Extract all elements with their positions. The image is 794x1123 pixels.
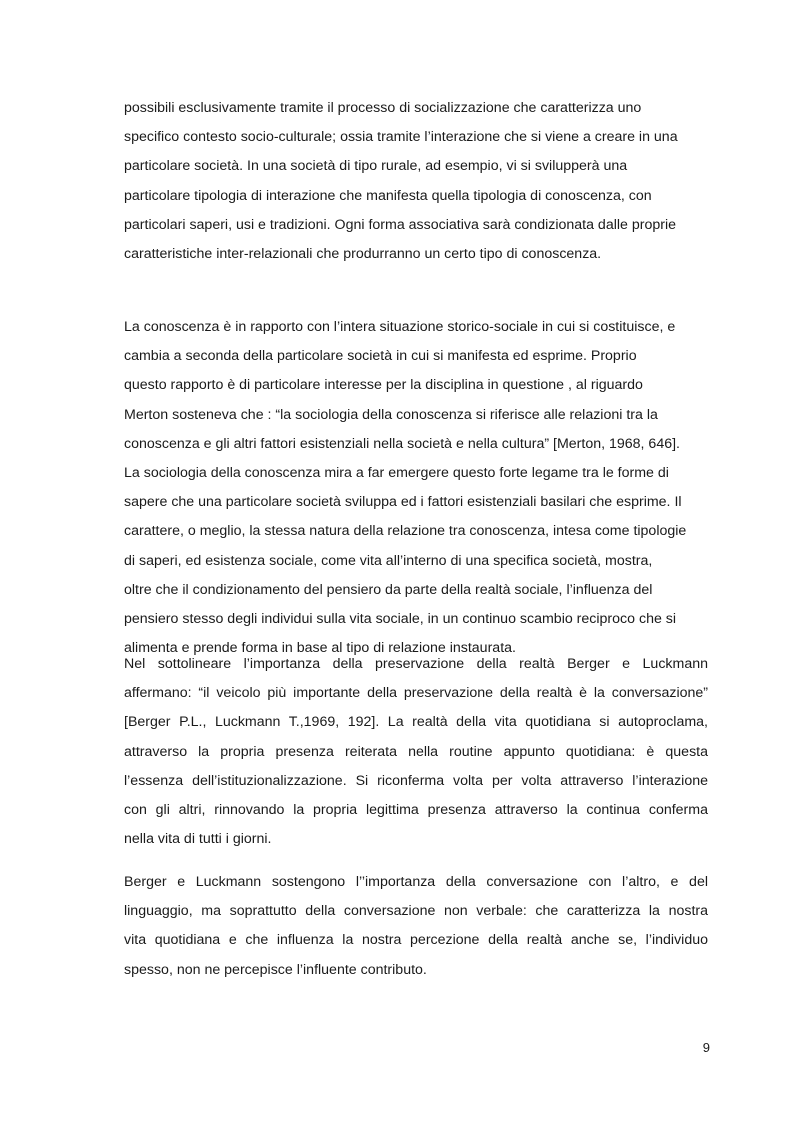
text-line: carattere, o meglio, la stessa natura della relazione tra conoscenza, intesa come tipologie [124,523,687,540]
text-line: l’essenza dell’istituzionalizzazione. Si riconferma volta per volta attraverso l’interazione [124,772,708,789]
text-line: possibili esclusivamente tramite il processo di socializzazione che caratterizza uno [124,100,642,116]
text-line: sapere che una particolare società sviluppa ed i fattori esistenziali basilari che esprime. Il [124,494,682,511]
paragraph-socializzazione [124,94,708,269]
text-line: cambia a seconda della particolare società in cui si manifesta ed esprime. Proprio [124,348,637,365]
text-line: con gli altri, rinnovando la propria legittima presenza attraverso la continua conferma [124,802,708,819]
text-line: particolare tipologia di interazione che manifesta quella tipologia di conoscenza, con [124,187,652,204]
text-line: particolare società. In una società di tipo rurale, ad esempio, vi si svilupperà una [124,158,628,175]
text-line: attraverso la propria presenza reiterata nella routine appunto quotidiana: è questa [124,743,708,760]
page-number: 9 [702,1040,710,1055]
text-line: particolari saperi, usi e tradizioni. Ogni forma associativa sarà condizionata dalle proprie [124,216,677,233]
text-line: conoscenza e gli altri fattori esistenziali nella società e nella cultura” [Merton, 1968, 646]. [124,435,680,452]
paragraph-conversazione [124,868,708,985]
text-line: alimenta e prende forma in base al tipo di relazione instaurata. [124,640,516,657]
text-line: La conoscenza è in rapporto con l’intera situazione storico-sociale in cui si costituisce, e [124,319,676,335]
text-line: oltre che il condizionamento del pensiero da parte della realtà sociale, l’influenza del [124,581,653,598]
text-line: linguaggio, ma soprattutto della conversazione non verbale: che caratterizza la nostra [124,903,708,920]
text-line: caratteristiche inter-relazionali che produrranno un certo tipo di conoscenza. [124,246,602,263]
text-line: [Berger P.L., Luckmann T.,1969, 192]. La realtà della vita quotidiana si autoproclama, [124,714,708,731]
text-line: questo rapporto è di particolare interesse per la disciplina in questione , al riguardo [124,377,643,394]
paragraph-preservazione [124,650,708,854]
text-line: Merton sosteneva che : “la sociologia della conoscenza si riferisce alle relazioni tra la [124,406,658,423]
text-line: Berger e Luckmann sostengono l’’importanza della conversazione con l’altro, e del [124,874,708,890]
text-line: Nel sottolineare l’importanza della preservazione della realtà Berger e Luckmann [124,656,708,672]
text-line: La sociologia della conoscenza mira a far emergere questo forte legame tra le forme di [124,465,669,482]
text-line: affermano: “il veicolo più importante della preservazione della realtà è la conversazione” [124,685,708,702]
text-line: nella vita di tutti i giorni. [124,831,272,848]
text-line: vita quotidiana e che influenza la nostra percezione della realtà anche se, l’individuo [124,932,708,949]
text-line: pensiero stesso degli individui sulla vita sociale, in un continuo scambio reciproco che si [124,611,677,628]
text-line: spesso, non ne percepisce l’influente contributo. [124,961,427,978]
paragraph-conoscenza [124,313,708,663]
text-line: di saperi, ed esistenza sociale, come vita all’interno di una specifica società, mostra, [124,552,653,569]
text-line: specifico contesto socio-culturale; ossia tramite l’interazione che si viene a creare in una [124,129,678,146]
